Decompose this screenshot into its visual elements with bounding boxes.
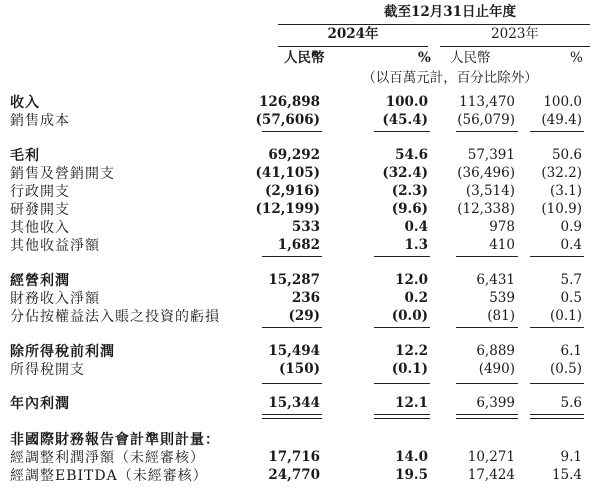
percent-2023: 0.5 [560,290,582,306]
value-2023: 113,470 [459,94,515,110]
value-2024: 17,716 [268,449,320,465]
row-label: 其他收益淨額 [10,238,100,254]
value-2023: 6,889 [476,343,515,359]
value-2023: 539 [489,290,515,306]
row-label: 財務收入淨額 [10,291,100,307]
percent-2024: 1.3 [404,237,428,253]
subtotal-rule [456,383,518,384]
percent-2024: 100.0 [385,94,428,110]
subtotal-rule [456,256,518,257]
row-label: 所得稅開支 [10,362,85,378]
row-label: 收入 [10,95,40,111]
subtotal-rule [374,131,430,132]
subtotal-rule [262,256,322,257]
percent-2023: (10.9) [541,201,582,217]
percent-2024: 0.4 [404,219,428,235]
percent-2024: (9.6) [391,201,428,217]
percent-2024: (2.3) [391,183,428,199]
year-prior-rule [440,46,590,47]
unit-note: （以百萬元計，百分比除外） [362,70,538,86]
value-2024: 15,344 [268,395,320,411]
subtotal-rule [456,131,518,132]
value-2023: (36,496) [457,165,515,181]
value-2024: 533 [291,219,320,235]
percent-2024: 54.6 [395,147,428,163]
value-2024: 1,682 [277,237,320,253]
percent-2024: (0.0) [391,308,428,324]
percent-2023: 6.1 [560,343,582,359]
row-label: 銷售及營銷開支 [10,166,115,182]
row-label: 年內利潤 [10,396,70,412]
value-2023: 57,391 [467,147,515,163]
row-label: 行政開支 [10,184,70,200]
value-2024: 15,494 [268,343,320,359]
percent-2024: 0.2 [404,290,428,306]
total-double-rule [374,414,430,419]
percent-2024: 19.5 [395,467,428,483]
percent-2024: (45.4) [382,112,428,128]
value-2024: 69,292 [268,147,320,163]
value-2023: (56,079) [457,112,515,128]
subtotal-rule [262,383,322,384]
period-rule [278,24,590,25]
row-label: 毛利 [10,148,40,164]
row-label: 研發開支 [10,202,70,218]
percent-2024: 12.2 [395,343,428,359]
value-2023: (3,514) [465,183,515,199]
period-heading: 截至12月31日止年度 [383,4,517,20]
row-label: 經調整利潤淨額（未經審核） [10,450,205,466]
value-2023: (12,338) [457,201,515,217]
percent-2023: (49.4) [541,112,582,128]
row-label: 其他收入 [10,220,70,236]
value-2023: (490) [478,361,515,377]
percent-2023: 9.1 [560,449,582,465]
total-double-rule [456,414,518,419]
value-2023: 6,431 [476,272,515,288]
percent-2023: 100.0 [543,94,582,110]
value-2023: 10,271 [467,449,515,465]
value-2024: (12,199) [255,201,320,217]
value-2024: (150) [279,361,320,377]
percent-2023: 15.4 [551,467,582,483]
percent-2023: (3.1) [549,183,582,199]
row-label: 除所得稅前利潤 [10,344,115,360]
value-2024: (57,606) [255,112,320,128]
value-2024: 15,287 [268,272,320,288]
subtotal-rule [456,327,518,328]
percent-2023: 5.6 [560,395,582,411]
year-prior: 2023年 [491,26,539,42]
value-2024: (29) [288,308,320,324]
value-2024: 236 [291,290,320,306]
percent-2023: 50.6 [551,147,582,163]
value-2023: (81) [487,308,515,324]
total-double-rule [530,414,584,419]
value-2023: 978 [489,219,515,235]
row-label: 經調整EBITDA（未經審核） [10,468,208,484]
row-label: 經營利潤 [10,273,70,289]
percent-2024: (0.1) [391,361,428,377]
row-label: 分佔按權益法入賬之投資的虧損 [10,309,220,325]
subtotal-rule [374,327,430,328]
year-current: 2024年 [327,26,379,42]
non-ifrs-heading: 非國際財務報告會計準則計量： [10,432,220,448]
subtotal-rule [374,383,430,384]
percent-2023: 0.4 [560,237,582,253]
value-2023: 410 [489,237,515,253]
value-2024: 126,898 [258,94,320,110]
value-2024: 24,770 [268,467,320,483]
percent-2024: 12.1 [395,395,428,411]
total-double-rule [262,414,322,419]
percent-2024: (32.4) [382,165,428,181]
percent-header-current: % [418,50,431,66]
subtotal-rule [262,327,322,328]
value-2023: 6,399 [476,395,515,411]
year-current-rule [278,46,428,47]
subtotal-rule [374,256,430,257]
percent-2023: (0.5) [549,361,582,377]
subtotal-rule [530,256,584,257]
percent-2023: (32.2) [541,165,582,181]
percent-2023: 0.9 [560,219,582,235]
value-2024: (2,916) [264,183,320,199]
percent-header-prior: % [570,50,583,66]
subtotal-rule [530,327,584,328]
percent-2024: 14.0 [395,449,428,465]
percent-2023: 5.7 [560,272,582,288]
subtotal-rule [530,383,584,384]
row-label: 銷售成本 [10,113,70,129]
percent-2023: (0.1) [549,308,582,324]
value-2023: 17,424 [467,467,515,483]
currency-header-prior: 人民幣 [450,50,491,66]
value-2024: (41,105) [255,165,320,181]
subtotal-rule [262,131,322,132]
currency-header-current: 人民幣 [284,50,325,66]
subtotal-rule [530,131,584,132]
percent-2024: 12.0 [395,272,428,288]
